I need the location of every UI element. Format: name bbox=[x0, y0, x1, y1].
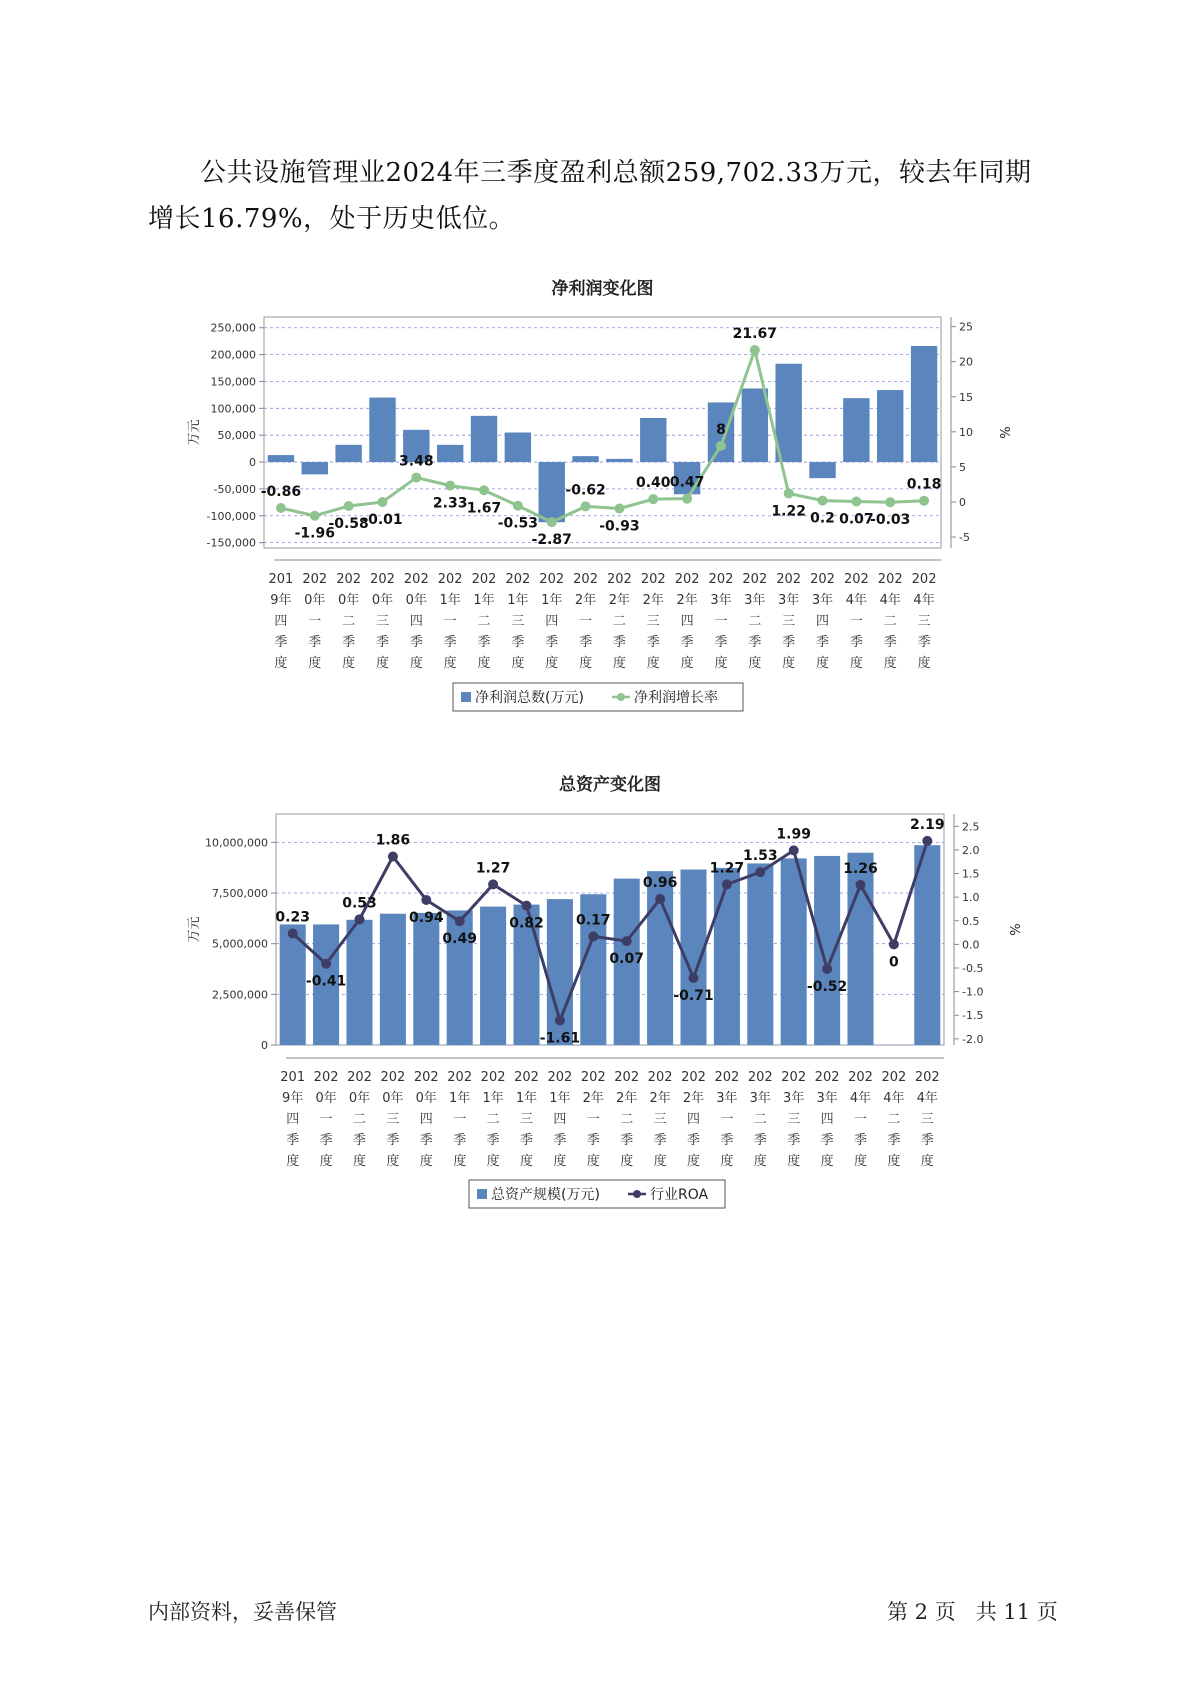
data-label: 2.19 bbox=[910, 816, 945, 833]
data-label: 0.53 bbox=[342, 895, 377, 912]
line-point bbox=[411, 473, 421, 483]
y-tick-label-left: 100,000 bbox=[210, 402, 256, 416]
data-label: 0.96 bbox=[642, 875, 678, 892]
bar bbox=[877, 390, 903, 462]
data-label: 1.86 bbox=[375, 832, 411, 849]
bar bbox=[335, 445, 361, 462]
x-tick-label: 202 4年二季度 bbox=[877, 572, 903, 671]
data-label: 0.07 bbox=[839, 511, 874, 528]
y-axis-title-right: % bbox=[1006, 923, 1021, 936]
data-label: -1.61 bbox=[539, 1030, 581, 1047]
x-tick-label: 202 3年一季度 bbox=[714, 1070, 740, 1169]
bar bbox=[369, 398, 395, 462]
bar bbox=[714, 868, 740, 1045]
x-tick-label: 202 2年四季度 bbox=[681, 1070, 706, 1169]
data-label: 1.99 bbox=[776, 826, 811, 843]
legend-bar-swatch bbox=[461, 692, 471, 702]
chart-title: 净利润变化图 bbox=[551, 279, 654, 299]
line-point bbox=[822, 964, 832, 974]
y-tick-label-right: 2.5 bbox=[962, 820, 980, 834]
line-point bbox=[622, 936, 632, 946]
net-profit-chart bbox=[0, 272, 1191, 732]
line-point bbox=[755, 867, 765, 877]
data-label: 1.67 bbox=[466, 500, 502, 517]
data-label: 0.40 bbox=[636, 475, 671, 492]
line-point bbox=[614, 504, 624, 514]
data-label: -0.01 bbox=[362, 512, 403, 529]
line-point bbox=[355, 914, 365, 924]
legend-line-marker bbox=[633, 1190, 641, 1198]
data-label: 1.27 bbox=[709, 860, 745, 877]
y-tick-label-left: 0 bbox=[261, 1039, 268, 1052]
data-label: 0.17 bbox=[576, 912, 611, 929]
x-tick-label: 202 4年一季度 bbox=[843, 572, 869, 671]
line-point bbox=[818, 496, 828, 506]
data-label: 3.48 bbox=[399, 453, 434, 470]
data-label: 0.94 bbox=[409, 909, 444, 926]
x-tick-label: 202 3年四季度 bbox=[814, 1070, 840, 1169]
line-point bbox=[421, 895, 431, 905]
bar bbox=[747, 863, 773, 1045]
x-tick-label: 202 2年三季度 bbox=[647, 1070, 673, 1169]
bar bbox=[268, 455, 294, 462]
line-point bbox=[522, 901, 532, 911]
bar bbox=[505, 433, 531, 463]
bar bbox=[437, 445, 463, 462]
y-tick-label-left: 250,000 bbox=[210, 321, 256, 335]
y-tick-label-left: 50,000 bbox=[217, 429, 256, 443]
y-tick-label-left: -100,000 bbox=[206, 509, 256, 523]
y-tick-label-right: 0.5 bbox=[962, 914, 980, 928]
x-tick-label: 202 0年二季度 bbox=[347, 1070, 372, 1169]
y-tick-label-right: -2.0 bbox=[962, 1032, 984, 1046]
data-label: 2.33 bbox=[432, 495, 468, 512]
line-point bbox=[648, 494, 658, 504]
x-tick-label: 202 2年一季度 bbox=[573, 572, 598, 671]
data-label: -0.53 bbox=[497, 515, 539, 532]
data-label: -0.71 bbox=[673, 987, 714, 1004]
data-label: 0 bbox=[889, 954, 899, 971]
line-point bbox=[388, 852, 398, 862]
line-point bbox=[488, 879, 498, 889]
bar bbox=[742, 388, 768, 462]
x-tick-label: 202 4年一季度 bbox=[848, 1070, 873, 1169]
y-tick-label-right: 0.0 bbox=[962, 938, 980, 952]
x-tick-label: 202 2年三季度 bbox=[640, 572, 666, 671]
x-tick-label: 202 1年四季度 bbox=[539, 572, 565, 671]
x-tick-label: 202 0年二季度 bbox=[336, 572, 362, 671]
data-label: -1.96 bbox=[294, 525, 335, 542]
line-point bbox=[581, 501, 591, 511]
line-point bbox=[288, 929, 298, 939]
data-label: 21.67 bbox=[732, 325, 777, 342]
data-label: -0.03 bbox=[870, 512, 911, 529]
bar bbox=[539, 462, 565, 522]
bar bbox=[380, 914, 406, 1045]
y-axis-title-left: 万元 bbox=[187, 916, 202, 943]
data-label: -0.58 bbox=[328, 516, 369, 533]
x-tick-label: 202 2年四季度 bbox=[674, 572, 700, 671]
data-label: 0.07 bbox=[609, 951, 644, 968]
x-tick-label: 202 4年三季度 bbox=[911, 572, 937, 671]
line-point bbox=[513, 501, 523, 511]
x-tick-label: 202 4年二季度 bbox=[881, 1070, 907, 1169]
line-point bbox=[889, 939, 899, 949]
bar bbox=[346, 920, 372, 1045]
bar bbox=[814, 856, 840, 1045]
x-tick-label: 202 2年一季度 bbox=[580, 1070, 606, 1169]
x-tick-label: 202 0年四季度 bbox=[413, 1070, 439, 1169]
y-tick-label-left: 10,000,000 bbox=[205, 836, 268, 850]
line-point bbox=[655, 894, 665, 904]
x-tick-label: 202 1年一季度 bbox=[437, 572, 463, 671]
y-tick-label-right: -1.0 bbox=[962, 985, 984, 999]
line-point bbox=[885, 497, 895, 507]
y-axis-title-left: 万元 bbox=[187, 419, 202, 446]
line-point bbox=[321, 959, 331, 969]
y-tick-label-right: 5 bbox=[959, 460, 966, 474]
chart-title: 总资产变化图 bbox=[559, 775, 661, 795]
x-tick-label: 202 3年四季度 bbox=[810, 572, 835, 671]
line-point bbox=[856, 880, 866, 890]
y-tick-label-left: -50,000 bbox=[213, 482, 256, 496]
x-tick-label: 202 3年三季度 bbox=[776, 572, 802, 671]
y-tick-label-left: 7,500,000 bbox=[212, 887, 268, 901]
legend-bar-label: 总资产规模(万元) bbox=[491, 1187, 600, 1203]
bar bbox=[302, 462, 328, 474]
x-tick-label: 202 0年三季度 bbox=[380, 1070, 406, 1169]
line-point bbox=[922, 836, 932, 846]
line-point bbox=[789, 845, 799, 855]
y-tick-label-right: -0.5 bbox=[962, 962, 984, 975]
x-tick-label: 202 1年一季度 bbox=[447, 1070, 473, 1169]
x-tick-label: 202 3年二季度 bbox=[742, 572, 768, 671]
x-tick-label: 202 3年一季度 bbox=[708, 572, 734, 671]
legend-line-marker bbox=[617, 693, 625, 701]
y-tick-label-left: -150,000 bbox=[206, 536, 256, 550]
y-tick-label-right: 2.0 bbox=[962, 843, 980, 857]
line-point bbox=[716, 441, 726, 451]
bar bbox=[413, 913, 439, 1045]
y-tick-label-right: 20 bbox=[959, 355, 973, 369]
line-point bbox=[784, 488, 794, 498]
y-tick-label-right: 1.5 bbox=[962, 867, 980, 881]
bar bbox=[572, 456, 598, 462]
y-tick-label-left: 2,500,000 bbox=[212, 988, 268, 1002]
y-tick-label-left: 5,000,000 bbox=[212, 937, 268, 951]
footer-confidential-note: 内部资料，妥善保管 bbox=[148, 1600, 337, 1624]
line-point bbox=[276, 503, 286, 513]
x-tick-label: 202 0年四季度 bbox=[403, 572, 429, 671]
data-label: -0.62 bbox=[565, 482, 606, 499]
line-point bbox=[722, 879, 732, 889]
line-point bbox=[919, 496, 929, 506]
data-label: 0.23 bbox=[275, 909, 310, 926]
line-point bbox=[344, 501, 354, 511]
line-point bbox=[310, 511, 320, 521]
data-label: 1.26 bbox=[843, 860, 878, 877]
total-assets-chart bbox=[0, 770, 1191, 1230]
data-label: -0.86 bbox=[260, 484, 302, 501]
data-label: 1.22 bbox=[771, 503, 806, 520]
x-tick-label: 202 1年二季度 bbox=[480, 1070, 506, 1169]
x-tick-label: 202 0年一季度 bbox=[313, 1070, 339, 1169]
y-tick-label-right: 10 bbox=[959, 425, 973, 439]
line-point bbox=[377, 497, 387, 507]
y-tick-label-left: 150,000 bbox=[210, 375, 256, 389]
bar bbox=[911, 346, 937, 462]
bar bbox=[480, 907, 506, 1045]
line-point bbox=[555, 1015, 565, 1025]
y-tick-label-right: 25 bbox=[959, 320, 973, 334]
line-point bbox=[547, 517, 557, 527]
data-label: 1.27 bbox=[475, 860, 511, 877]
x-tick-label: 201 9年四季度 bbox=[268, 572, 294, 671]
line-point bbox=[851, 496, 861, 506]
data-label: 8 bbox=[716, 421, 726, 438]
y-tick-label-right: 15 bbox=[959, 390, 973, 404]
x-tick-label: 202 4年三季度 bbox=[914, 1070, 940, 1169]
bar bbox=[471, 416, 497, 462]
data-label: -0.93 bbox=[599, 518, 640, 535]
data-label: 0.49 bbox=[442, 931, 477, 948]
line-point bbox=[588, 931, 598, 941]
y-tick-label-left: 0 bbox=[249, 456, 256, 470]
y-tick-label-right: -5 bbox=[959, 531, 970, 545]
line-point bbox=[445, 481, 455, 491]
legend-line-label: 行业ROA bbox=[650, 1187, 709, 1203]
legend-bar-swatch bbox=[477, 1189, 487, 1199]
data-label: -2.87 bbox=[531, 532, 572, 549]
bar bbox=[640, 418, 666, 462]
x-tick-label: 202 3年二季度 bbox=[747, 1070, 773, 1169]
x-tick-label: 202 2年二季度 bbox=[607, 572, 632, 671]
x-tick-label: 201 9年四季度 bbox=[280, 1070, 306, 1169]
x-tick-label: 202 0年一季度 bbox=[302, 572, 328, 671]
y-axis-title-right: % bbox=[996, 426, 1011, 439]
line-point bbox=[682, 494, 692, 504]
x-tick-label: 202 3年三季度 bbox=[781, 1070, 807, 1169]
data-label: 0.82 bbox=[509, 915, 544, 932]
x-tick-label: 202 1年三季度 bbox=[505, 572, 531, 671]
x-tick-label: 202 1年四季度 bbox=[547, 1070, 573, 1169]
x-tick-label: 202 2年二季度 bbox=[614, 1070, 640, 1169]
y-tick-label-right: -1.5 bbox=[962, 1009, 984, 1023]
bar bbox=[843, 398, 869, 462]
bar bbox=[914, 845, 940, 1045]
line-point bbox=[689, 973, 699, 983]
x-tick-label: 202 0年三季度 bbox=[370, 572, 395, 671]
y-tick-label-left: 200,000 bbox=[210, 348, 256, 362]
intro-paragraph: 公共设施管理业2024年三季度盈利总额259,702.33万元，较去年同期增长16.79%，处于历史低位。 bbox=[148, 158, 1032, 234]
y-tick-label-right: 1.0 bbox=[962, 891, 980, 905]
bar bbox=[775, 364, 801, 462]
line-point bbox=[750, 345, 760, 355]
data-label: 1.53 bbox=[743, 848, 778, 865]
bar bbox=[809, 462, 835, 478]
x-tick-label: 202 1年三季度 bbox=[514, 1070, 539, 1169]
data-label: 0.2 bbox=[810, 510, 835, 527]
footer-page-number: 第 2 页 共 11 页 bbox=[887, 1600, 1058, 1624]
line-point bbox=[455, 916, 465, 926]
legend-line-label: 净利润增长率 bbox=[634, 690, 718, 706]
x-tick-label: 202 1年二季度 bbox=[471, 572, 497, 671]
data-label: -0.41 bbox=[305, 973, 347, 990]
legend-bar-label: 净利润总数(万元) bbox=[475, 690, 584, 706]
line-point bbox=[479, 485, 489, 495]
bar bbox=[606, 459, 632, 462]
data-label: 0.47 bbox=[669, 474, 705, 491]
data-label: 0.18 bbox=[906, 476, 942, 493]
y-tick-label-right: 0 bbox=[959, 495, 966, 509]
data-label: -0.52 bbox=[806, 978, 848, 995]
